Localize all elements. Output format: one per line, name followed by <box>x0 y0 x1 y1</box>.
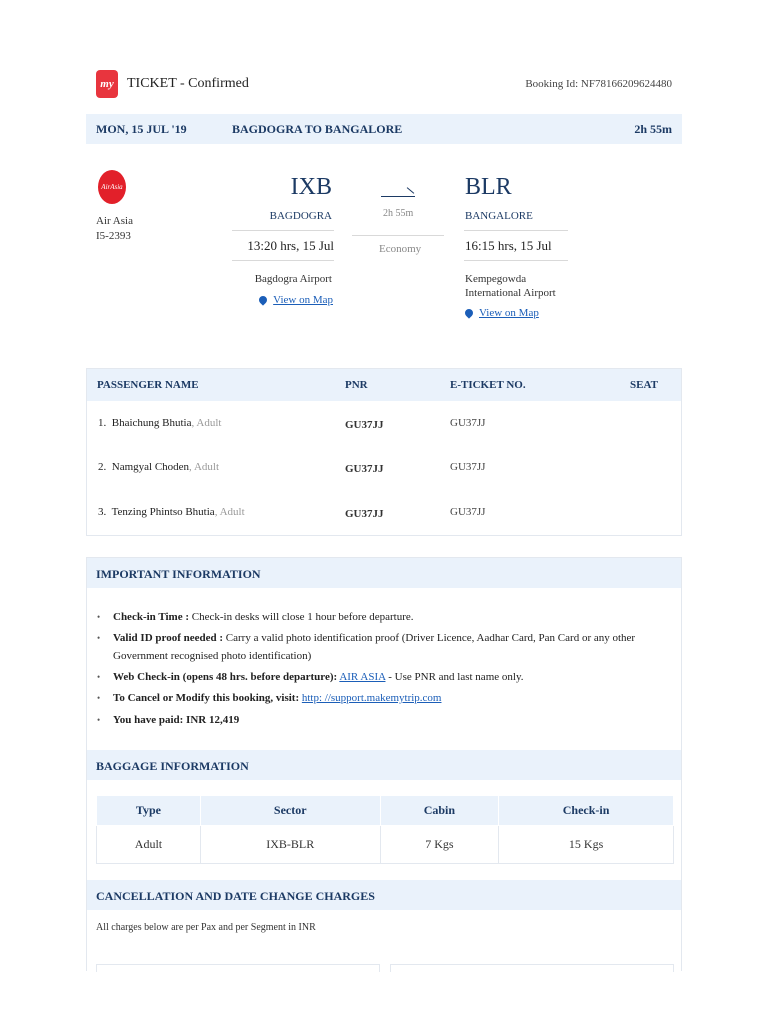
passenger-row: 2. Namgyal Choden, Adult GU37JJ GU37JJ <box>98 461 486 475</box>
baggage-type: Adult <box>97 826 201 864</box>
arrival-city: BANGALORE <box>465 210 533 222</box>
pnr: GU37JJ <box>345 508 384 520</box>
departure-view-on-map-link[interactable]: View on Map <box>259 294 333 306</box>
baggage-row <box>97 826 674 864</box>
booking-id: Booking Id: NF78166209624480 <box>525 78 672 90</box>
baggage-cabin: 7 Kgs <box>380 826 499 864</box>
cancellation-table-left <box>96 964 380 972</box>
departure-city: BAGDOGRA <box>269 210 332 222</box>
col-type: Type <box>97 796 201 826</box>
divider <box>232 230 334 231</box>
col-pnr: PNR <box>345 379 368 391</box>
passenger-table <box>86 368 682 536</box>
passenger-row: 3. Tenzing Phintso Bhutia, Adult GU37JJ GU37JJ <box>98 506 486 520</box>
divider <box>232 260 334 261</box>
arrival-airport: Kempegowda International Airport <box>465 273 556 299</box>
col-cabin: Cabin <box>380 796 499 826</box>
col-sector: Sector <box>200 796 380 826</box>
flight-number: I5-2393 <box>96 230 131 242</box>
map-pin-icon <box>463 308 474 319</box>
flight-date: MON, 15 JUL '19 <box>96 122 187 136</box>
col-eticket: E-TICKET NO. <box>450 379 526 391</box>
information-panel <box>86 557 682 971</box>
airline-name: Air Asia <box>96 215 133 227</box>
baggage-sector: IXB-BLR <box>200 826 380 864</box>
passenger-row: 1. Bhaichung Bhutia, Adult GU37JJ GU37JJ <box>98 417 486 431</box>
divider <box>464 230 568 231</box>
col-passenger-name: PASSENGER NAME <box>97 379 199 391</box>
flight-path-line <box>381 196 415 197</box>
baggage-table <box>96 795 674 864</box>
flight-route: BAGDOGRA TO BANGALORE <box>232 122 403 136</box>
baggage-checkin: 15 Kgs <box>499 826 674 864</box>
col-checkin: Check-in <box>499 796 674 826</box>
flight-duration: 2h 55m <box>634 122 672 136</box>
airasia-logo: AirAsia <box>98 170 126 204</box>
map-pin-icon <box>257 295 268 306</box>
eticket-no: GU37JJ <box>450 506 486 518</box>
journey-duration: 2h 55m <box>383 208 414 219</box>
id-proof-info: • Valid ID proof needed : Carry a valid photo identification proof (Driver Licence, Aadhar Card, Pan Card or any other Government recognised photo identification) <box>97 632 636 662</box>
ticket-title <box>127 76 249 92</box>
amount-paid: • You have paid: INR 12,419 <box>97 714 240 726</box>
col-seat: SEAT <box>630 379 658 391</box>
ticket-header <box>96 70 682 100</box>
eticket-no: GU37JJ <box>450 461 486 473</box>
airline-info <box>96 214 133 244</box>
arrival-view-on-map-link[interactable]: View on Map <box>465 307 539 319</box>
ticket-status: - Confirmed <box>176 76 249 91</box>
eticket-no: GU37JJ <box>450 417 486 429</box>
departure-time: 13:20 hrs, 15 Jul <box>247 238 334 253</box>
divider <box>352 235 444 236</box>
passenger-name: Namgyal Choden <box>111 461 190 473</box>
ticket-label: TICKET <box>127 76 177 91</box>
passenger-table-header <box>87 369 681 401</box>
baggage-table-header <box>97 796 674 826</box>
checkin-info: • Check-in Time : Check-in desks will close 1 hour before departure. <box>97 611 414 623</box>
divider <box>464 260 568 261</box>
cancellation-header: CANCELLATION AND DATE CHANGE CHARGES <box>87 880 681 910</box>
flight-arrow-icon <box>407 187 415 194</box>
passenger-name: Bhaichung Bhutia <box>111 417 192 429</box>
important-info-header: IMPORTANT INFORMATION <box>87 558 681 588</box>
departure-airport: Bagdogra Airport <box>254 273 332 285</box>
arrival-code: BLR <box>465 174 512 200</box>
cancel-modify-info: • To Cancel or Modify this booking, visit: http: //support.makemytrip.com <box>97 692 442 704</box>
arrival-time: 16:15 hrs, 15 Jul <box>465 238 552 253</box>
makemytrip-logo: my <box>96 70 118 98</box>
baggage-info-header: BAGGAGE INFORMATION <box>87 750 681 780</box>
web-checkin-info: • Web Check-in (opens 48 hrs. before departure): AIR ASIA - Use PNR and last name only. <box>97 671 524 683</box>
cancellation-note: All charges below are per Pax and per Segment in INR <box>96 922 316 933</box>
support-link[interactable]: http: //support.makemytrip.com <box>301 692 442 704</box>
pnr: GU37JJ <box>345 419 384 431</box>
air-asia-link[interactable]: AIR ASIA <box>339 671 386 683</box>
cancellation-table-right <box>390 964 674 972</box>
passenger-name: Tenzing Phintso Bhutia <box>111 506 215 518</box>
departure-code: IXB <box>290 174 332 200</box>
pnr: GU37JJ <box>345 463 384 475</box>
flight-summary-bar <box>86 114 682 144</box>
cabin-class: Economy <box>379 243 422 255</box>
